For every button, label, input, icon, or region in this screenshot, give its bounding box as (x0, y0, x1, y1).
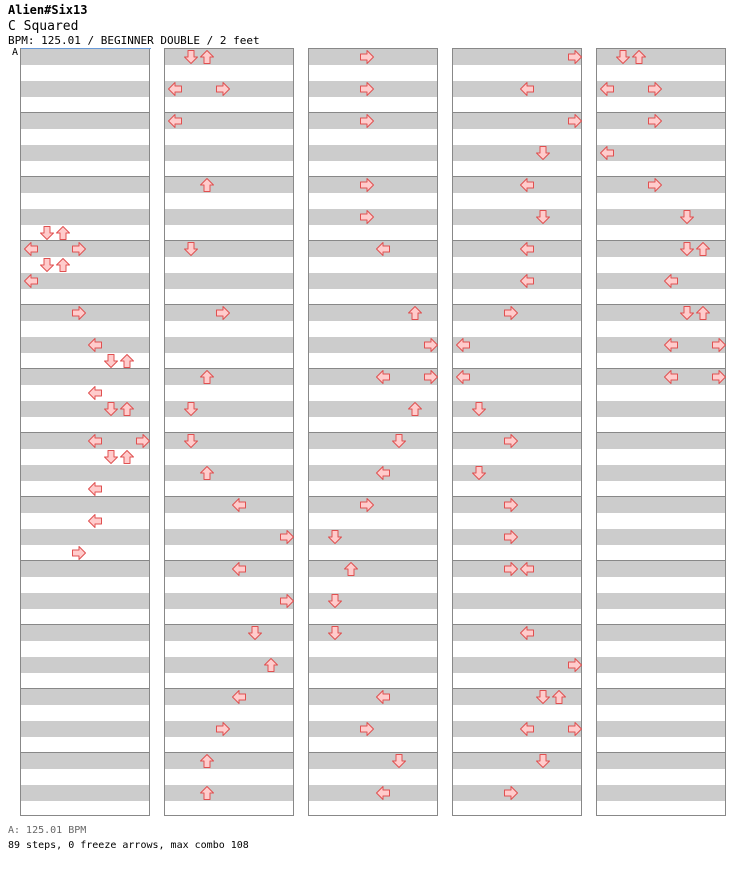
right-arrow-icon (71, 305, 87, 321)
up-arrow-icon (551, 689, 567, 705)
left-arrow-icon (375, 785, 391, 801)
right-arrow-icon (359, 113, 375, 129)
down-arrow-icon (471, 401, 487, 417)
left-arrow-icon (519, 561, 535, 577)
down-arrow-icon (679, 305, 695, 321)
left-arrow-icon (519, 721, 535, 737)
right-arrow-icon (503, 785, 519, 801)
right-arrow-icon (503, 433, 519, 449)
left-arrow-icon (375, 369, 391, 385)
down-arrow-icon (39, 257, 55, 273)
left-arrow-icon (375, 241, 391, 257)
up-arrow-icon (119, 353, 135, 369)
left-arrow-icon (519, 177, 535, 193)
up-arrow-icon (199, 49, 215, 65)
up-arrow-icon (119, 401, 135, 417)
left-arrow-icon (231, 689, 247, 705)
measure-line (21, 176, 149, 177)
right-arrow-icon (647, 177, 663, 193)
left-arrow-icon (23, 273, 39, 289)
left-arrow-icon (455, 369, 471, 385)
right-arrow-icon (359, 177, 375, 193)
right-arrow-icon (647, 113, 663, 129)
right-arrow-icon (135, 433, 151, 449)
chart-column-4 (452, 48, 582, 816)
left-arrow-icon (663, 273, 679, 289)
right-arrow-icon (423, 369, 439, 385)
right-arrow-icon (567, 721, 583, 737)
measure-line (165, 624, 293, 625)
left-arrow-icon (599, 81, 615, 97)
right-arrow-icon (567, 657, 583, 673)
right-arrow-icon (359, 49, 375, 65)
measure-line (309, 368, 437, 369)
left-arrow-icon (87, 513, 103, 529)
left-arrow-icon (375, 465, 391, 481)
measure-line (453, 752, 581, 753)
bpm-difficulty-line: BPM: 125.01 / BEGINNER DOUBLE / 2 feet (8, 34, 260, 47)
left-arrow-icon (23, 241, 39, 257)
down-arrow-icon (471, 465, 487, 481)
down-arrow-icon (535, 689, 551, 705)
left-arrow-icon (87, 433, 103, 449)
bpm-legend: A: 125.01 BPM (8, 825, 87, 836)
measure-line (21, 112, 149, 113)
measure-line (309, 240, 437, 241)
right-arrow-icon (71, 241, 87, 257)
up-arrow-icon (199, 785, 215, 801)
right-arrow-icon (279, 593, 295, 609)
left-arrow-icon (167, 81, 183, 97)
down-arrow-icon (39, 225, 55, 241)
chart-column-1 (20, 48, 150, 816)
up-arrow-icon (631, 49, 647, 65)
right-arrow-icon (711, 337, 727, 353)
down-arrow-icon (615, 49, 631, 65)
measure-line (453, 112, 581, 113)
measure-line (597, 624, 725, 625)
measure-line (597, 432, 725, 433)
measure-line (165, 368, 293, 369)
left-arrow-icon (87, 385, 103, 401)
up-arrow-icon (407, 305, 423, 321)
song-title: C Squared (8, 19, 79, 34)
down-arrow-icon (391, 433, 407, 449)
right-arrow-icon (711, 369, 727, 385)
down-arrow-icon (183, 401, 199, 417)
measure-line (453, 624, 581, 625)
right-arrow-icon (647, 81, 663, 97)
up-arrow-icon (199, 465, 215, 481)
right-arrow-icon (503, 561, 519, 577)
chart-column-5 (596, 48, 726, 816)
up-arrow-icon (407, 401, 423, 417)
right-arrow-icon (359, 81, 375, 97)
down-arrow-icon (679, 241, 695, 257)
up-arrow-icon (119, 449, 135, 465)
down-arrow-icon (183, 241, 199, 257)
measure-line (309, 432, 437, 433)
right-arrow-icon (423, 337, 439, 353)
down-arrow-icon (183, 49, 199, 65)
measure-line (21, 624, 149, 625)
left-arrow-icon (87, 481, 103, 497)
down-arrow-icon (103, 353, 119, 369)
up-arrow-icon (199, 177, 215, 193)
left-arrow-icon (663, 369, 679, 385)
down-arrow-icon (535, 145, 551, 161)
down-arrow-icon (327, 625, 343, 641)
measure-line (21, 432, 149, 433)
measure-line (165, 496, 293, 497)
measure-line (165, 560, 293, 561)
right-arrow-icon (359, 209, 375, 225)
measure-line (21, 752, 149, 753)
down-arrow-icon (247, 625, 263, 641)
chart-column-2 (164, 48, 294, 816)
step-stats: 89 steps, 0 freeze arrows, max combo 108 (8, 840, 249, 851)
measure-line (453, 240, 581, 241)
left-arrow-icon (663, 337, 679, 353)
up-arrow-icon (199, 753, 215, 769)
left-arrow-icon (599, 145, 615, 161)
right-arrow-icon (503, 497, 519, 513)
right-arrow-icon (215, 721, 231, 737)
left-arrow-icon (167, 113, 183, 129)
left-arrow-icon (87, 337, 103, 353)
up-arrow-icon (695, 241, 711, 257)
right-arrow-icon (279, 529, 295, 545)
left-arrow-icon (519, 625, 535, 641)
chart-column-3 (308, 48, 438, 816)
up-arrow-icon (343, 561, 359, 577)
measure-line (453, 368, 581, 369)
down-arrow-icon (183, 433, 199, 449)
measure-line (597, 752, 725, 753)
right-arrow-icon (215, 305, 231, 321)
left-arrow-icon (455, 337, 471, 353)
measure-line (309, 688, 437, 689)
artist-name: Alien#Six13 (8, 3, 88, 17)
left-arrow-icon (519, 273, 535, 289)
up-arrow-icon (55, 257, 71, 273)
measure-line (165, 688, 293, 689)
measure-line (597, 560, 725, 561)
down-arrow-icon (535, 753, 551, 769)
measure-line (597, 688, 725, 689)
measure-line (165, 176, 293, 177)
down-arrow-icon (327, 593, 343, 609)
right-arrow-icon (503, 305, 519, 321)
down-arrow-icon (103, 401, 119, 417)
down-arrow-icon (535, 209, 551, 225)
measure-line (165, 112, 293, 113)
right-arrow-icon (71, 545, 87, 561)
down-arrow-icon (103, 449, 119, 465)
left-arrow-icon (375, 689, 391, 705)
measure-line (597, 496, 725, 497)
measure-line (21, 496, 149, 497)
measure-line (21, 688, 149, 689)
up-arrow-icon (263, 657, 279, 673)
down-arrow-icon (391, 753, 407, 769)
measure-line (309, 752, 437, 753)
down-arrow-icon (679, 209, 695, 225)
right-arrow-icon (503, 529, 519, 545)
left-arrow-icon (231, 561, 247, 577)
left-arrow-icon (519, 241, 535, 257)
bpm-change-marker: A (12, 47, 19, 58)
up-arrow-icon (199, 369, 215, 385)
measure-line (309, 560, 437, 561)
bpm-start-line (21, 48, 151, 49)
left-arrow-icon (519, 81, 535, 97)
right-arrow-icon (215, 81, 231, 97)
right-arrow-icon (567, 49, 583, 65)
up-arrow-icon (55, 225, 71, 241)
measure-line (165, 752, 293, 753)
left-arrow-icon (231, 497, 247, 513)
measure-line (453, 176, 581, 177)
up-arrow-icon (695, 305, 711, 321)
right-arrow-icon (359, 721, 375, 737)
down-arrow-icon (327, 529, 343, 545)
measure-line (597, 368, 725, 369)
right-arrow-icon (567, 113, 583, 129)
right-arrow-icon (359, 497, 375, 513)
